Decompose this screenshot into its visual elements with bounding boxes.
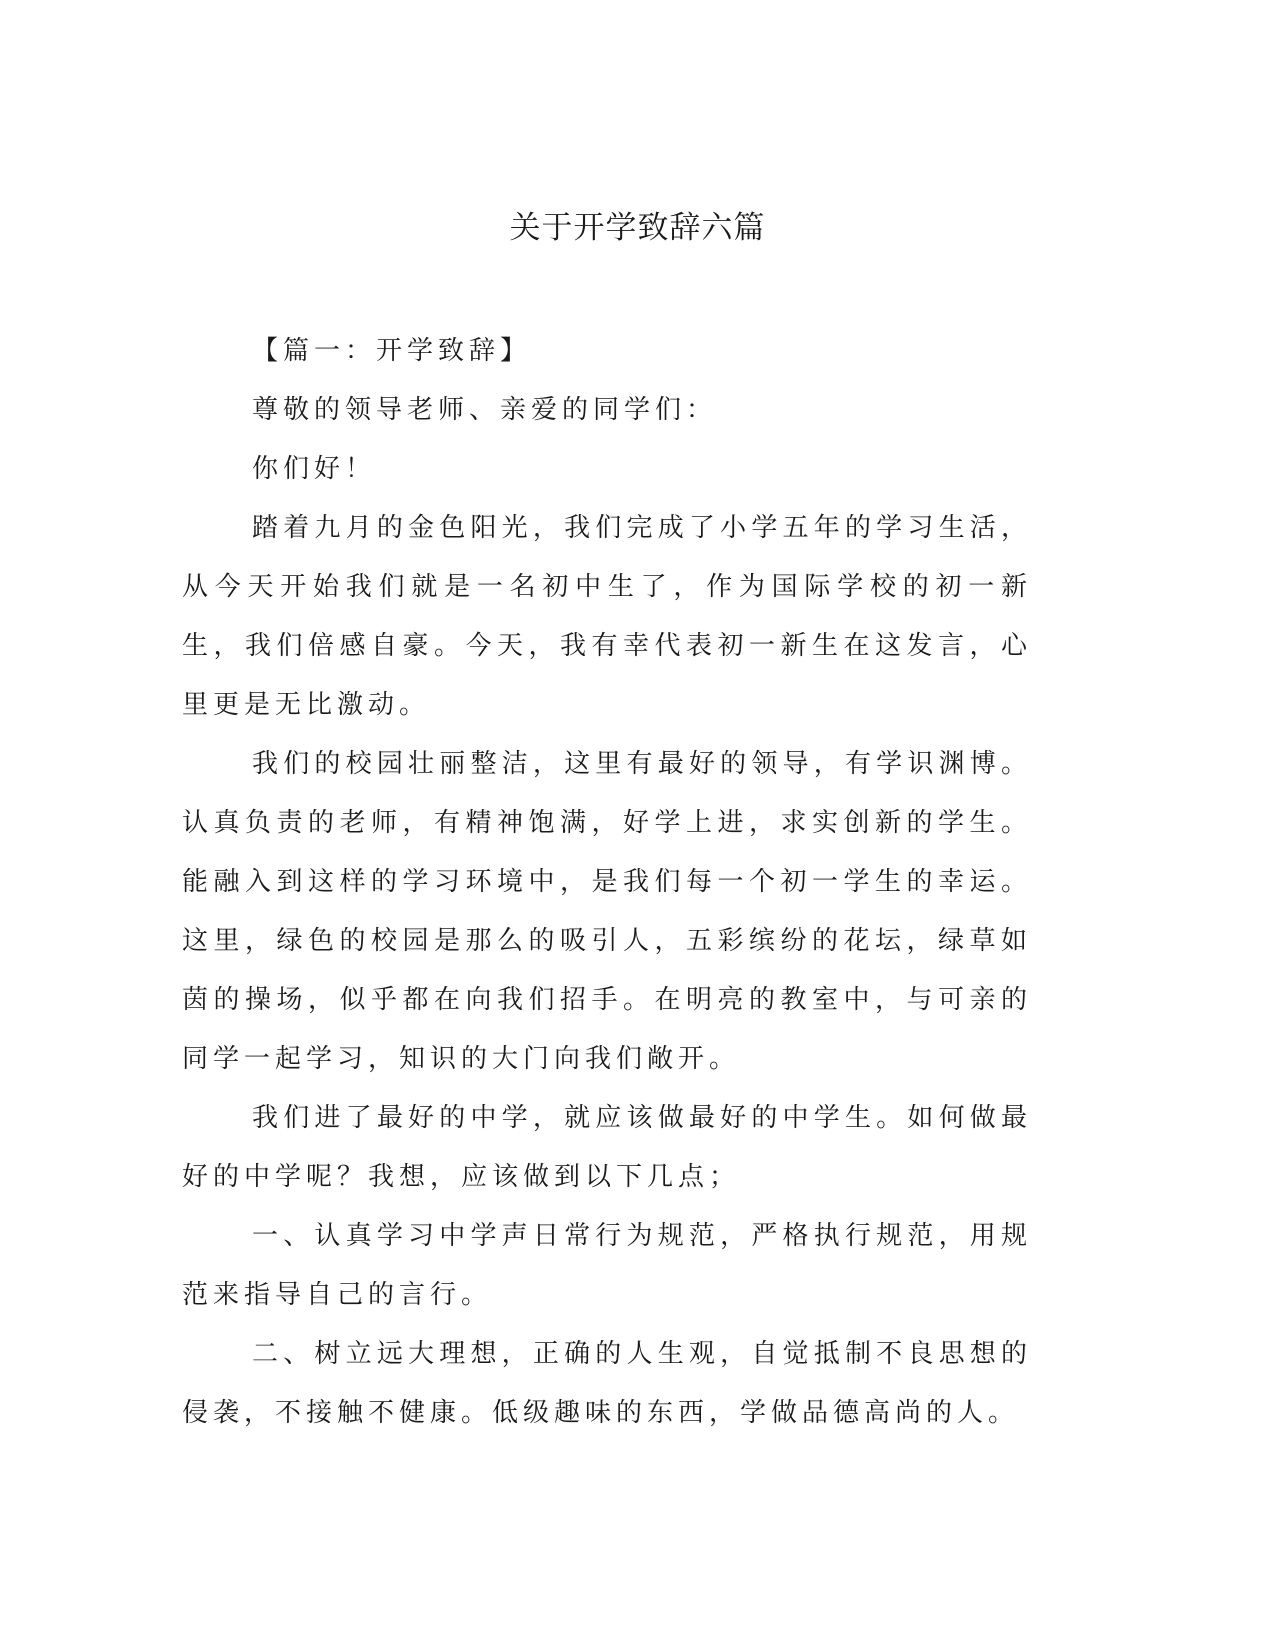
list-item-point-one: 一、认真学习中学声日常行为规范，严格执行规范，用规范来指导自己的言行。 xyxy=(182,1221,1032,1310)
document-body xyxy=(182,322,1032,1443)
body-paragraph: 我们进了最好的中学，就应该做最好的中学生。如何做最好的中学呢？我想，应该做到以下几点； xyxy=(182,1103,1032,1192)
document-title: 关于开学致辞六篇 xyxy=(509,210,766,246)
section-heading: 【篇一：开学致辞】 xyxy=(252,336,532,366)
body-paragraph: 踏着九月的金色阳光，我们完成了小学五年的学习生活，从今天开始我们就是一名初中生了，作为国际学校的初一新生，我们倍感自豪。今天，我有幸代表初一新生在这发言，心里更是无比激动。 xyxy=(182,513,1032,720)
greeting: 你们好！ xyxy=(252,454,377,484)
body-paragraph: 我们的校园壮丽整洁，这里有最好的领导，有学识渊博。认真负责的老师，有精神饱满，好学上进，求实创新的学生。能融入到这样的学习环境中，是我们每一个初一学生的幸运。这里，绿色的校园是那么的吸引人，五彩缤纷的花坛，绿草如茵的操场，似乎都在向我们招手。在明亮的教室中，与可亲的同学一起学习，知识的大门向我们敞开。 xyxy=(182,749,1032,1074)
list-item-point-two: 二、树立远大理想，正确的人生观，自觉抵制不良思想的侵袭，不接触不健康。低级趣味的东西，学做品德高尚的人。 xyxy=(182,1339,1032,1428)
salutation: 尊敬的领导老师、亲爱的同学们： xyxy=(252,395,718,425)
